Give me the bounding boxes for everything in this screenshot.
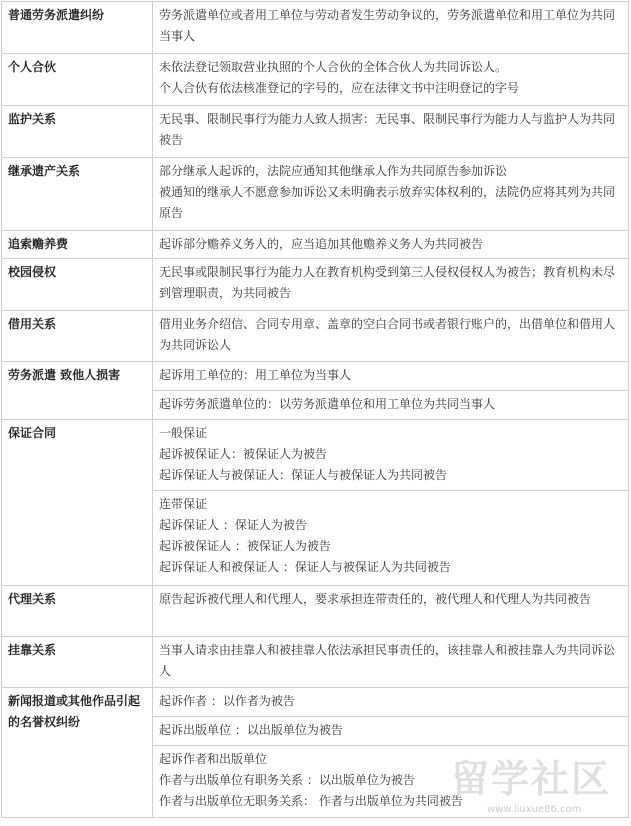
row-content xyxy=(153,231,629,259)
content-line: 个人合伙有依法核准登记的字号的，应在法律文书中注明登记的字号 xyxy=(159,81,520,95)
table-row xyxy=(2,158,629,231)
row-heading: 监护关系 xyxy=(2,106,153,158)
site-watermark-logo xyxy=(447,752,617,818)
content-line: 借用业务介绍信、合同专用章、盖章的空白合同书或者银行账户的，出借单位和借用人为共同诉讼人 xyxy=(159,317,616,352)
table-row xyxy=(2,637,629,688)
row-content xyxy=(153,2,629,54)
content-line: 起诉出版单位 ：以出版单位为被告 xyxy=(159,723,343,737)
watermark-text: 留学社区 xyxy=(451,757,612,801)
table-row xyxy=(2,311,629,362)
content-line: 起诉作者 ：以作者为被告 xyxy=(159,694,295,708)
row-content xyxy=(153,688,629,717)
row-content xyxy=(153,717,629,746)
content-line: 连带保证 xyxy=(159,497,208,511)
content-line: 起诉被保证人：被保证人为被告 xyxy=(159,447,328,461)
content-line: 未依法登记领取营业执照的个人合伙的全体合伙人为共同诉讼人。 xyxy=(159,60,508,74)
row-content xyxy=(153,491,629,586)
row-content xyxy=(153,259,629,311)
content-line: 无民事或限制民事行为能力人在教育机构受到第三人侵权侵权人为被告；教育机构未尽到管理职责，为共同被告 xyxy=(159,265,616,300)
content-line: 起诉保证人 ：保证人为被告 xyxy=(159,518,307,532)
content-line: 劳务派遣单位或者用工单位与劳动者发生劳动争议的，劳务派遣单位和用工单位为共同当事人 xyxy=(159,8,616,43)
table-row xyxy=(2,259,629,311)
table-row xyxy=(2,231,629,259)
row-content xyxy=(153,637,629,688)
row-content xyxy=(153,420,629,491)
row-heading: 校园侵权 xyxy=(2,259,153,311)
content-line: 无民事、限制民事行为能力人致人损害：无民事、限制民事行为能力人与监护人为共同被告 xyxy=(159,112,616,147)
row-content xyxy=(153,362,629,391)
content-line: 起诉用工单位的：用工单位为当事人 xyxy=(159,368,352,382)
table-row xyxy=(2,688,629,717)
content-line: 作者与出版单位无职务关系： 作者与出版单位为共同被告 xyxy=(159,794,463,808)
content-line: 起诉保证人与被保证人：保证人与被保证人为共同被告 xyxy=(159,468,448,482)
watermark-url: www.liuxue86.com xyxy=(487,804,582,815)
litigation-party-table xyxy=(1,1,629,818)
content-line: 起诉劳务派遣单位的：以劳务派遣单位和用工单位为共同当事人 xyxy=(159,397,496,411)
content-line: 起诉部分赡养义务人的，应当追加其他赡养义务人为共同被告 xyxy=(159,237,484,251)
row-heading: 新闻报道或其他作品引起的名誉权纠纷 xyxy=(2,688,153,818)
row-content xyxy=(153,586,629,637)
row-heading: 保证合同 xyxy=(2,420,153,586)
table-row xyxy=(2,106,629,158)
table-row xyxy=(2,586,629,637)
row-heading: 个人合伙 xyxy=(2,54,153,106)
table-row xyxy=(2,362,629,391)
table-row xyxy=(2,54,629,106)
row-content xyxy=(153,106,629,158)
content-line: 起诉被保证人 ：被保证人为被告 xyxy=(159,539,331,553)
row-heading: 继承遗产关系 xyxy=(2,158,153,231)
content-line: 被通知的继承人不愿意参加诉讼又未明确表示放弃实体权利的，法院仍应将其列为共同原告 xyxy=(159,185,616,220)
content-line: 作者与出版单位有职务关系 ：以出版单位为被告 xyxy=(159,773,415,787)
content-line: 起诉保证人和被保证人 ：保证人与被保证人为共同被告 xyxy=(159,560,451,574)
row-heading: 普通劳务派遣纠纷 xyxy=(2,2,153,54)
content-line: 部分继承人起诉的，法院应通知其他继承人作为共同原告参加诉讼 xyxy=(159,164,508,178)
content-line: 原告起诉被代理人和代理人，要求承担连带责任的，被代理人和代理人为共同被告 xyxy=(159,592,592,606)
row-heading: 劳务派遣 致他人损害 xyxy=(2,362,153,420)
content-line: 一般保证 xyxy=(159,426,208,440)
row-heading: 代理关系 xyxy=(2,586,153,637)
row-content xyxy=(153,391,629,420)
content-line: 起诉作者和出版单位 xyxy=(159,752,268,766)
row-content xyxy=(153,158,629,231)
table-row xyxy=(2,2,629,54)
row-content xyxy=(153,311,629,362)
content-line: 当事人请求由挂靠人和被挂靠人依法承担民事责任的，该挂靠人和被挂靠人为共同诉讼人 xyxy=(159,643,616,678)
row-heading: 借用关系 xyxy=(2,311,153,362)
row-heading: 挂靠关系 xyxy=(2,637,153,688)
row-content xyxy=(153,54,629,106)
row-heading: 追索赡养费 xyxy=(2,231,153,259)
table-row xyxy=(2,420,629,491)
